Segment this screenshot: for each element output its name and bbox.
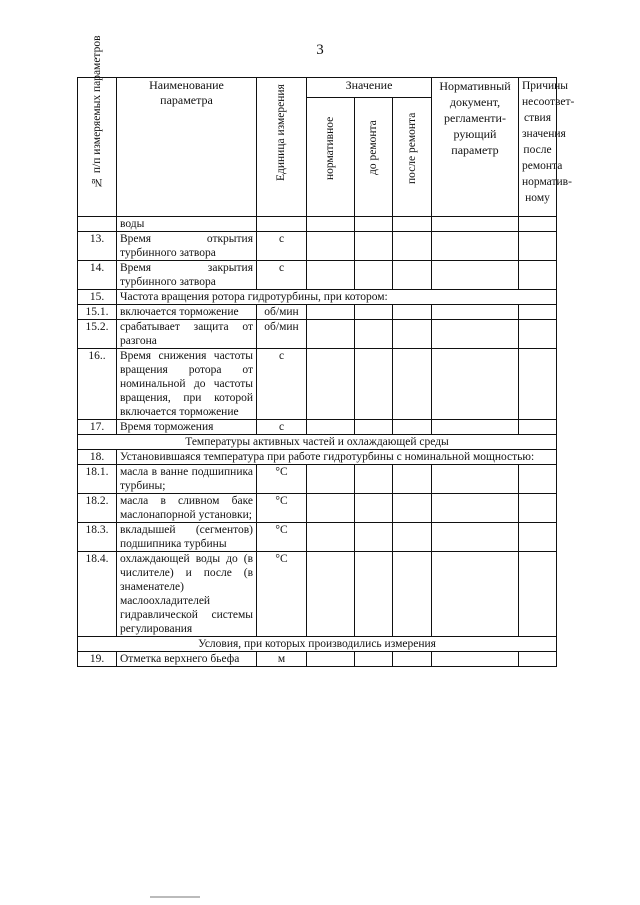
row-wide-text: Частота вращения ротора гидротурбины, при котором: [117,290,557,305]
cell-normative[interactable] [307,305,355,320]
row-number: 18.1. [78,465,117,494]
row-name: масла в ванне подшипника турбины; [117,465,257,494]
cell-before[interactable] [355,494,393,523]
table-row [78,465,557,494]
cell-before[interactable] [355,652,393,667]
cell-document[interactable] [432,217,519,232]
row-number: 14. [78,261,117,290]
cell-document[interactable] [432,652,519,667]
cell-document[interactable] [432,552,519,637]
table-row [78,349,557,420]
row-unit: °C [257,494,307,523]
row-name: Время закрытия турбинного затвора [117,261,257,290]
cell-reason[interactable] [519,232,557,261]
header-doc-line: документ, [449,95,501,109]
row-wide-text: Установившаяся температура при работе гидротурбины с номинальной мощностью: [117,450,557,465]
cell-normative[interactable] [307,349,355,420]
cell-normative[interactable] [307,552,355,637]
cell-normative[interactable] [307,465,355,494]
cell-after[interactable] [393,261,432,290]
cell-document[interactable] [432,320,519,349]
cell-before[interactable] [355,465,393,494]
table-row [78,435,557,450]
cell-reason[interactable] [519,652,557,667]
cell-normative[interactable] [307,420,355,435]
cell-normative[interactable] [307,523,355,552]
row-number: 15.1. [78,305,117,320]
header-number [78,35,117,217]
cell-reason[interactable] [519,552,557,637]
cell-reason[interactable] [519,420,557,435]
row-unit: об/мин [257,320,307,349]
cell-document[interactable] [432,420,519,435]
table-row [78,420,557,435]
cell-document[interactable] [432,305,519,320]
row-number: 19. [78,652,117,667]
header-reason-line: норматив- [522,176,572,188]
row-unit: с [257,349,307,420]
table-row [78,290,557,305]
header-before-text: до ремонта [367,120,379,176]
row-name: масла в сливном баке маслонапорной установки; [117,494,257,523]
header-reason-line: Причины [522,80,569,92]
cell-after[interactable] [393,523,432,552]
cell-after[interactable] [393,305,432,320]
cell-reason[interactable] [519,349,557,420]
cell-document[interactable] [432,494,519,523]
cell-after[interactable] [393,552,432,637]
header-reason-line: ствия [523,112,551,124]
cell-reason[interactable] [519,305,557,320]
cell-after[interactable] [393,349,432,420]
cell-reason[interactable] [519,523,557,552]
cell-reason[interactable] [519,465,557,494]
row-unit: с [257,232,307,261]
table-row [78,652,557,667]
cell-before[interactable] [355,552,393,637]
header-normative-text: нормативное [324,116,336,180]
table-row [78,450,557,465]
row-name: вкладышей (сегментов) подшипника турбины [117,523,257,552]
cell-document[interactable] [432,349,519,420]
row-name: срабатывает защита от разгона [117,320,257,349]
row-number: 18.2. [78,494,117,523]
header-after-repair [393,98,432,217]
cell-before[interactable] [355,523,393,552]
header-doc-line: регламенти- [444,111,506,125]
header-unit-text: Единица измерения [275,84,287,182]
cell-reason[interactable] [519,217,557,232]
row-unit: с [257,420,307,435]
cell-after[interactable] [393,652,432,667]
header-reasons [519,78,575,217]
row-number [78,217,117,232]
cell-normative[interactable] [307,494,355,523]
header-reason-line: ремонта [522,160,563,172]
row-name: Время открытия турбинного затвора [117,232,257,261]
cell-after[interactable] [393,320,432,349]
cell-after[interactable] [393,217,432,232]
cell-normative[interactable] [307,232,355,261]
row-unit: м [257,652,307,667]
cell-document[interactable] [432,465,519,494]
cell-before[interactable] [355,232,393,261]
header-reason-line: несоответ- [522,96,575,108]
cell-normative[interactable] [307,217,355,232]
cell-after[interactable] [393,494,432,523]
row-number: 18.4. [78,552,117,637]
row-number: 15.2. [78,320,117,349]
section-heading: Температуры активных частей и охлаждающей среды [78,435,557,450]
row-unit [257,217,307,232]
row-number: 18.3. [78,523,117,552]
row-number: 13. [78,232,117,261]
row-name: воды [117,217,257,232]
table-row [78,320,557,349]
header-reason-line: значения [522,128,566,140]
cell-document[interactable] [432,232,519,261]
header-doc-line: Нормативный [439,79,511,93]
cell-normative[interactable] [307,261,355,290]
bottom-mark [150,896,200,898]
row-unit: °C [257,465,307,494]
header-unit [257,78,307,217]
header-reason-line: после [523,144,552,156]
table-row [78,217,557,232]
cell-before[interactable] [355,217,393,232]
row-unit: °C [257,552,307,637]
header-doc-line: рующий [453,127,497,141]
row-name: Время торможения [117,420,257,435]
cell-before[interactable] [355,320,393,349]
table-row [78,552,557,637]
cell-reason[interactable] [519,320,557,349]
header-name-line1: Наименование [149,78,224,92]
header-reason-line: ному [525,192,550,204]
row-number: 18. [78,450,117,465]
cell-reason[interactable] [519,261,557,290]
measurement-table [77,35,575,667]
row-unit: об/мин [257,305,307,320]
table-row [78,261,557,290]
cell-normative[interactable] [307,320,355,349]
row-name: Время снижения частоты вращения ротора от номинальной до частоты вращения, при которой включается торможение [117,349,257,420]
table-row [78,523,557,552]
cell-before[interactable] [355,349,393,420]
cell-before[interactable] [355,305,393,320]
row-name: охлаждающей воды до (в числителе) и после (в знаменателе) маслоохладителей гидравлической системы регулирования [117,552,257,637]
row-unit: °C [257,523,307,552]
header-value: Значение [307,78,432,98]
header-doc-line: параметр [451,143,499,157]
header-name-line2: параметра [160,93,213,107]
cell-before[interactable] [355,261,393,290]
header-normative [307,98,355,217]
page-number: 3 [316,42,324,58]
table-row [78,232,557,261]
cell-reason[interactable] [519,494,557,523]
cell-normative[interactable] [307,652,355,667]
header-normative-document [432,78,519,217]
section-heading: Условия, при которых производились измерения [78,637,557,652]
header-after-text: после ремонта [405,112,418,184]
row-number: 15. [78,290,117,305]
cell-document[interactable] [432,523,519,552]
row-name: Отметка верхнего бьефа [117,652,257,667]
table-row [78,305,557,320]
cell-after[interactable] [393,232,432,261]
header-name [117,78,257,217]
row-unit: с [257,261,307,290]
header-number-text: № п/п измеряемых параметров [90,35,103,188]
row-number: 16.. [78,349,117,420]
table-row [78,637,557,652]
cell-after[interactable] [393,465,432,494]
header-before-repair [355,98,393,217]
row-number: 17. [78,420,117,435]
cell-after[interactable] [393,420,432,435]
cell-document[interactable] [432,261,519,290]
row-name: включается торможение [117,305,257,320]
cell-before[interactable] [355,420,393,435]
table-row [78,494,557,523]
